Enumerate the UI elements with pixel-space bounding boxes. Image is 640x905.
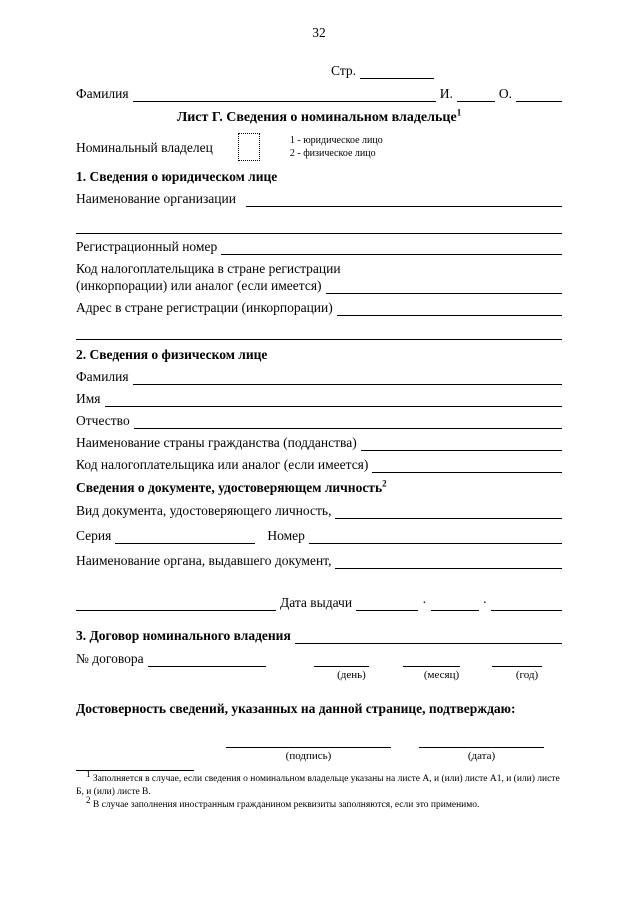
signature-date-blank[interactable] — [419, 732, 544, 748]
address-continuation-blank[interactable] — [76, 324, 562, 340]
individual-patronymic-row — [76, 412, 562, 429]
issue-date-label: Дата выдачи — [280, 595, 353, 610]
reg-number-blank[interactable] — [221, 239, 562, 255]
footnote-divider — [76, 770, 194, 771]
document-type-row — [76, 502, 562, 519]
issuer-continuation-blank[interactable] — [76, 595, 276, 611]
page-title-footnote-ref: 1 — [456, 107, 462, 118]
tax-code-label-line2: (инкорпорации) или аналог (если имеется) — [76, 278, 322, 293]
signature-label: (подпись) — [285, 750, 332, 762]
nominal-owner-label: Номинальный владелец — [76, 139, 213, 155]
issuer-row — [76, 552, 562, 569]
series-blank[interactable] — [115, 528, 255, 544]
nominal-owner-row — [76, 133, 562, 161]
document-heading-footnote-ref: 2 — [382, 478, 387, 489]
footnote-1-text: Заполняется в случае, если сведения о номинальном владельце указаны на листе А, и (или) листе А1, и (или) листе Б, и (или) листе В. — [76, 774, 560, 797]
address-label: Адрес в стране регистрации (инкорпорации) — [76, 300, 333, 315]
signature-blank[interactable] — [226, 732, 391, 748]
footnote-1 — [76, 768, 562, 799]
owner-type-legend — [290, 134, 383, 160]
citizenship-blank[interactable] — [361, 435, 562, 451]
section-contract-row — [76, 627, 562, 644]
page-field-row — [331, 62, 434, 79]
contract-number-row — [76, 650, 562, 667]
individual-patronymic-label: Отчество — [76, 413, 130, 428]
page-title-text: Лист Г. Сведения о номинальном владельце — [176, 110, 457, 125]
contract-year-blank[interactable] — [492, 651, 542, 667]
surname-row — [76, 85, 562, 102]
individual-patronymic-blank[interactable] — [134, 413, 562, 429]
series-number-row — [76, 527, 562, 544]
org-name-row — [76, 190, 562, 207]
section-legal-heading: 1. Сведения о юридическом лице — [76, 169, 278, 184]
address-continuation-row — [76, 324, 562, 340]
contract-day-blank[interactable] — [314, 651, 369, 667]
citizenship-row — [76, 434, 562, 451]
section-contract-heading: 3. Договор номинального владения — [76, 628, 291, 643]
footnote-2-text: В случае заполнения иностранным гражданином реквизиты заполняются, если это применимо. — [92, 800, 480, 810]
individual-name-blank[interactable] — [105, 391, 562, 407]
footnote-1-ref: 1 — [86, 768, 91, 779]
number-blank[interactable] — [309, 528, 562, 544]
page-field-label: Стр. — [331, 63, 357, 78]
org-name-label: Наименование организации — [76, 191, 236, 206]
surname-blank[interactable] — [133, 86, 436, 102]
section-individual-heading: 2. Сведения о физическом лице — [76, 347, 268, 362]
issue-date-day-blank[interactable] — [356, 595, 418, 611]
individual-name-row — [76, 390, 562, 407]
contract-date-labels-row — [76, 668, 562, 682]
document-heading — [76, 479, 562, 497]
individual-name-label: Имя — [76, 391, 101, 406]
issue-date-month-blank[interactable] — [431, 595, 479, 611]
individual-tax-code-row — [76, 456, 562, 473]
confirmation-statement: Достоверность сведений, указанных на данной странице, подтверждаю: — [76, 701, 516, 716]
contract-month-blank[interactable] — [403, 651, 460, 667]
document-heading-text: Сведения о документе, удостоверяющем личность — [76, 480, 383, 495]
owner-type-option-individual: 2 - физическое лицо — [289, 148, 376, 159]
citizenship-label: Наименование страны гражданства (подданства) — [76, 435, 357, 450]
issuer-label: Наименование органа, выдавшего документ, — [76, 553, 332, 568]
contract-number-label: № договора — [76, 651, 144, 666]
owner-type-option-legal: 1 - юридическое лицо — [289, 135, 383, 146]
address-blank[interactable] — [337, 300, 562, 316]
tax-code-blank[interactable] — [326, 278, 562, 294]
individual-tax-code-blank[interactable] — [372, 457, 562, 473]
document-type-label: Вид документа, удостоверяющего личность, — [76, 503, 332, 518]
signature-row — [76, 732, 562, 748]
year-label: (год) — [515, 669, 539, 681]
org-name-continuation-row — [76, 218, 562, 234]
signature-labels-row — [76, 749, 562, 763]
date-separator-1: · — [422, 595, 427, 610]
first-initial-label: И. — [439, 86, 453, 101]
number-label: Номер — [267, 528, 305, 543]
issue-date-row — [76, 594, 562, 611]
day-label: (день) — [337, 669, 366, 681]
document-type-blank[interactable] — [335, 503, 562, 519]
first-initial-blank[interactable] — [457, 86, 495, 102]
signature-date-label: (дата) — [467, 750, 496, 762]
month-label: (месяц) — [423, 669, 460, 681]
patronymic-initial-blank[interactable] — [516, 86, 562, 102]
tax-code-label-line1: Код налогоплательщика в стране регистрации — [76, 261, 341, 276]
footnote-2 — [76, 794, 562, 812]
contract-title-blank[interactable] — [295, 628, 562, 644]
tax-code-row — [76, 277, 562, 294]
patronymic-initial-label: О. — [498, 86, 512, 101]
reg-number-label: Регистрационный номер — [76, 239, 218, 254]
issuer-blank[interactable] — [335, 553, 562, 569]
page-title — [76, 109, 562, 127]
reg-number-row — [76, 238, 562, 255]
surname-label: Фамилия — [76, 86, 129, 101]
individual-surname-label: Фамилия — [76, 369, 129, 384]
org-name-blank[interactable] — [246, 191, 562, 207]
page-number: 32 — [312, 25, 326, 40]
owner-type-code-box[interactable] — [238, 133, 260, 161]
individual-surname-row — [76, 368, 562, 385]
individual-surname-blank[interactable] — [133, 369, 562, 385]
footnote-2-ref: 2 — [86, 794, 91, 805]
series-label: Серия — [76, 528, 112, 543]
issue-date-year-blank[interactable] — [491, 595, 562, 611]
individual-tax-code-label: Код налогоплательщика или аналог (если имеется) — [76, 457, 369, 472]
address-row — [76, 299, 562, 316]
contract-number-blank[interactable] — [148, 651, 266, 667]
org-name-continuation-blank[interactable] — [76, 218, 562, 234]
date-separator-2: · — [482, 595, 488, 610]
page-number-blank[interactable] — [360, 63, 434, 79]
